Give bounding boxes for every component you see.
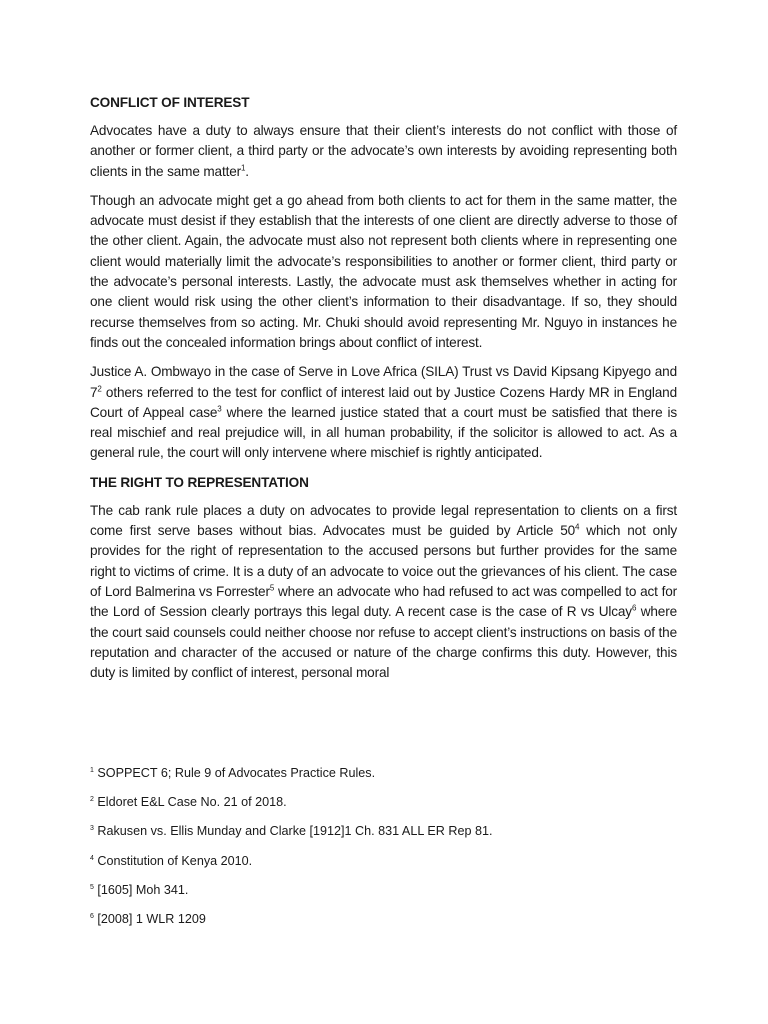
footnote-ref: 3 — [217, 404, 222, 414]
footnote-text: Rakusen vs. Ellis Munday and Clarke [1912]1 Ch. 831 ALL ER Rep 81. — [93, 824, 493, 839]
footnote-number: 3 — [90, 825, 94, 833]
footnote-ref: 4 — [575, 522, 580, 532]
footnote-text: SOPPECT 6; Rule 9 of Advocates Practice Rules. — [93, 766, 376, 780]
paragraph-text: where the learned justice stated that a court must be satisfied that there is real mischief and real prejudice will, in all human probability, if the solicitor is allowed to act. As a general rule, the court will only intervene where mischief is rightly anticipated. — [90, 404, 677, 461]
paragraph-text: where an advocate who had refused to act was compelled to act for the Lord of Session clearly portrays this legal duty. A recent case is the case of R vs Ulcay — [90, 583, 677, 620]
paragraph-duty — [90, 121, 677, 182]
main-content — [90, 93, 677, 692]
footnote-ref: 6 — [631, 603, 637, 613]
footnote-ref: 2 — [97, 384, 102, 394]
footnote — [90, 822, 677, 840]
paragraph-cab-rank — [90, 501, 677, 684]
footnote-number: 5 — [90, 883, 94, 891]
footnote-number: 2 — [90, 796, 94, 803]
paragraph-text: others referred to the test for conflict of interest laid out by Justice Cozens Hardy MR in England Court of Appeal case — [90, 384, 677, 420]
footnote-text: Eldoret E&L Case No. 21 of 2018. — [93, 795, 287, 810]
footnote-text: [1605] Moh 341. — [93, 882, 189, 897]
paragraph-ombwayo — [90, 362, 677, 463]
footnote-number: 6 — [90, 912, 94, 920]
footnote — [90, 910, 677, 928]
paragraph-desist: Though an advocate might get a go ahead from both clients to act for them in the same matter, the advocate must desist if they establish that the interests of one client are directly adverse to those of the other client. Again, the advocate must also not represent both clients where in representing one client would materially limit the advocate’s responsibilities to another or former client, third party or the advocate’s personal interests. Lastly, the advocate must ask themselves whether in acting for one client would risk using the other client’s information to their disadvantage. If so, they should recurse themselves from so acting. Mr. Chuki should avoid representing Mr. Nguyo in instances he finds out the concealed information brings about conflict of interest. — [90, 192, 677, 350]
paragraph-text: where the court said counsels could neither choose nor refuse to accept client’s instructions on basis of the reputation and character of the accused or nature of the charge confirms this duty. However, this duty is limited by conflict of interest, personal moral — [90, 604, 677, 681]
paragraph-text: The cab rank rule places a duty on advocates to provide legal representation to clients on a first come first serve bases without bias. Advocates must be guided by Article 50 — [90, 502, 677, 539]
footnote — [90, 764, 677, 782]
paragraph-text: which not only provides for the right of representation to the accused persons but further provides for the same right to victims of crime. It is a duty of an advocate to voice out the grievances of his client. The case of Lord Balmerina vs Forrester — [90, 523, 677, 599]
footnote — [90, 881, 677, 899]
footnote-number: 4 — [90, 854, 94, 862]
heading-conflict-of-interest: CONFLICT OF INTEREST — [90, 95, 250, 110]
footnote — [90, 852, 677, 870]
heading-right-to-representation: THE RIGHT TO REPRESENTATION — [90, 474, 309, 490]
paragraph-text: Justice A. Ombwayo in the case of Serve in Love Africa (SILA) Trust vs David Kipsang Kipyego and 7 — [90, 364, 677, 400]
paragraph-text: . — [245, 163, 249, 179]
footnote — [90, 793, 677, 811]
footnotes — [90, 764, 677, 939]
footnote-text: [2008] 1 WLR 1209 — [93, 911, 206, 926]
footnote-text: Constitution of Kenya 2010. — [93, 853, 253, 868]
footnote-number: 1 — [90, 766, 94, 774]
footnote-ref: 1 — [240, 163, 246, 173]
footnote-ref: 5 — [269, 583, 275, 593]
paragraph-text: Advocates have a duty to always ensure that their client’s interests do not conflict with those of another or former client, a third party or the advocate’s own interests by avoiding representing both clients in the same matter — [90, 123, 677, 179]
